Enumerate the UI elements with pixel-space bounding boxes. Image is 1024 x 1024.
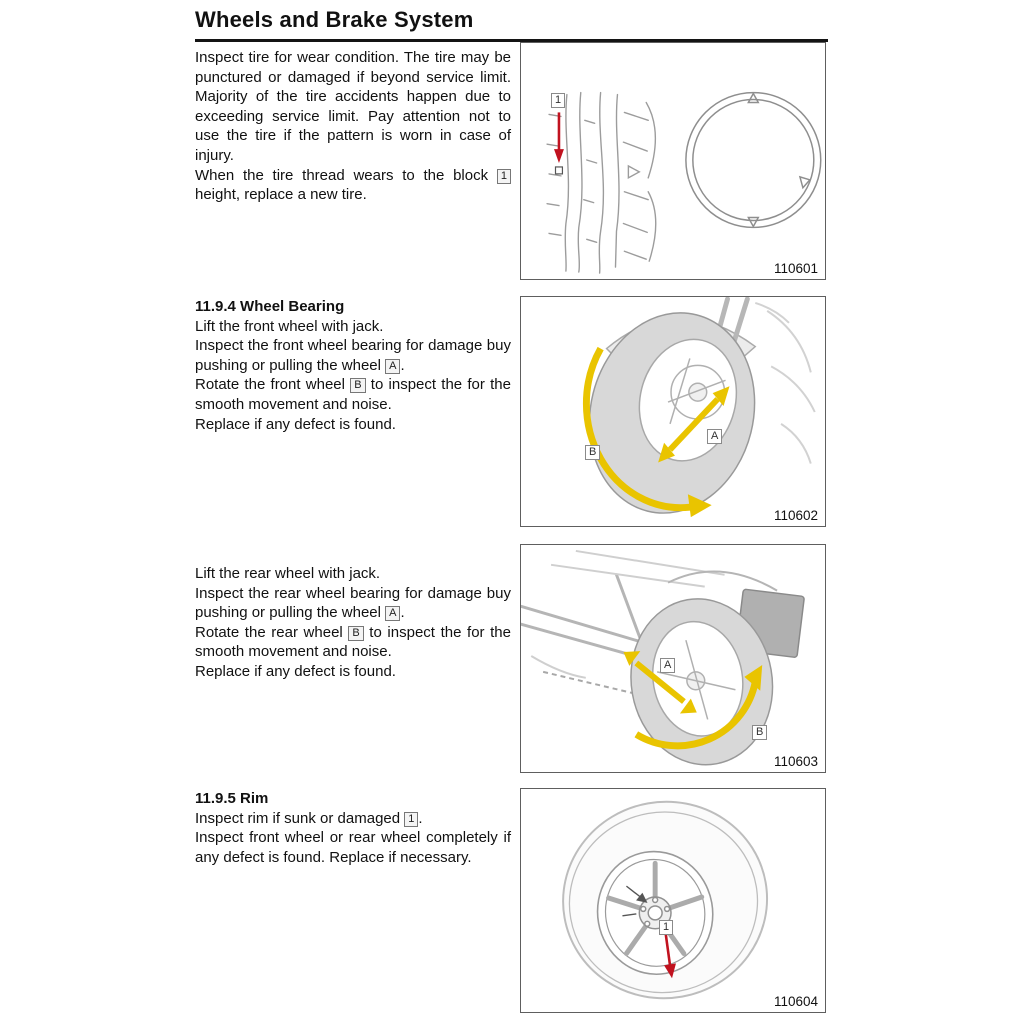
text-run: . bbox=[400, 356, 405, 374]
page-title-block bbox=[195, 7, 828, 42]
paragraph bbox=[195, 48, 511, 166]
figure-number: 110601 bbox=[770, 261, 818, 276]
section-tire-wear bbox=[195, 48, 511, 205]
text-run: Lift the front wheel with jack. bbox=[195, 317, 384, 335]
paragraph bbox=[195, 166, 511, 205]
text-run: Inspect front wheel or rear wheel completely if any defect is found. Replace if necessary. bbox=[195, 829, 511, 866]
front-wheel-illustration bbox=[521, 297, 825, 526]
text-run: Rotate the rear wheel bbox=[195, 623, 349, 641]
rim-illustration bbox=[521, 789, 825, 1012]
paragraph bbox=[195, 584, 511, 623]
paragraph bbox=[195, 662, 511, 682]
figure-ref-box-1: 1 bbox=[551, 93, 565, 108]
figure-ref-box-1: 1 bbox=[659, 920, 673, 935]
text-run: Inspect tire for wear condition. The tire may be punctured or damaged if beyond service limit. Majority of the tire accidents happen due to exceeding service limit. Pay attention not to use the tire if the pattern is worn in case of injury. bbox=[195, 49, 511, 164]
figure-ref-box-a: A bbox=[707, 429, 722, 444]
text-run: . bbox=[418, 809, 423, 827]
ref-box-1: 1 bbox=[404, 812, 418, 827]
section-rim bbox=[195, 789, 511, 867]
paragraph bbox=[195, 375, 511, 414]
text-run: . bbox=[400, 604, 405, 622]
figure-110601 bbox=[520, 42, 826, 280]
text-run: Replace if any defect is found. bbox=[195, 415, 396, 433]
paragraph bbox=[195, 623, 511, 662]
paragraph bbox=[195, 317, 511, 337]
text-run: to inspect the for the smooth movement and noise. bbox=[195, 623, 511, 661]
figure-ref-box-b: B bbox=[752, 725, 767, 740]
text-run: Lift the rear wheel with jack. bbox=[195, 565, 381, 582]
figure-ref-box-a: A bbox=[660, 658, 675, 673]
section-heading: 11.9.5 Rim bbox=[195, 790, 269, 807]
figure-110602 bbox=[520, 296, 826, 527]
paragraph bbox=[195, 828, 511, 867]
text-run: When the tire thread wears to the block bbox=[195, 166, 497, 184]
text-run: Replace if any defect is found. bbox=[195, 662, 396, 680]
tire-tread-wear-illustration bbox=[521, 43, 825, 279]
paragraph bbox=[195, 809, 511, 829]
section-wheel-bearing-front bbox=[195, 297, 511, 434]
page-title: Wheels and Brake System bbox=[195, 7, 474, 32]
section-wheel-bearing-rear bbox=[195, 564, 511, 682]
paragraph bbox=[195, 415, 511, 435]
figure-110603 bbox=[520, 544, 826, 773]
text-run: Inspect rim if sunk or damaged bbox=[195, 809, 405, 827]
section-heading: 11.9.4 Wheel Bearing bbox=[195, 298, 345, 315]
text-run: to inspect the for the smooth movement and noise. bbox=[195, 376, 511, 413]
paragraph bbox=[195, 564, 511, 584]
figure-number: 110603 bbox=[770, 754, 818, 769]
ref-box-b: B bbox=[348, 626, 363, 641]
text-run: Inspect the rear wheel bearing for damage buy pushing or pulling the wheel bbox=[195, 584, 511, 622]
ref-box-1: 1 bbox=[497, 169, 511, 184]
paragraph bbox=[195, 336, 511, 375]
ref-box-a: A bbox=[385, 359, 400, 374]
figure-110604 bbox=[520, 788, 826, 1013]
text-run: height, replace a new tire. bbox=[195, 186, 367, 204]
wear-depth-arrow bbox=[554, 112, 564, 173]
figure-number: 110602 bbox=[770, 508, 818, 523]
text-run: Inspect the front wheel bearing for damage buy pushing or pulling the wheel bbox=[195, 337, 511, 374]
ref-box-b: B bbox=[350, 378, 365, 393]
figure-number: 110604 bbox=[770, 994, 818, 1009]
ref-box-a: A bbox=[385, 606, 400, 621]
figure-ref-box-b: B bbox=[585, 445, 600, 460]
text-run: Rotate the front wheel bbox=[195, 376, 351, 394]
